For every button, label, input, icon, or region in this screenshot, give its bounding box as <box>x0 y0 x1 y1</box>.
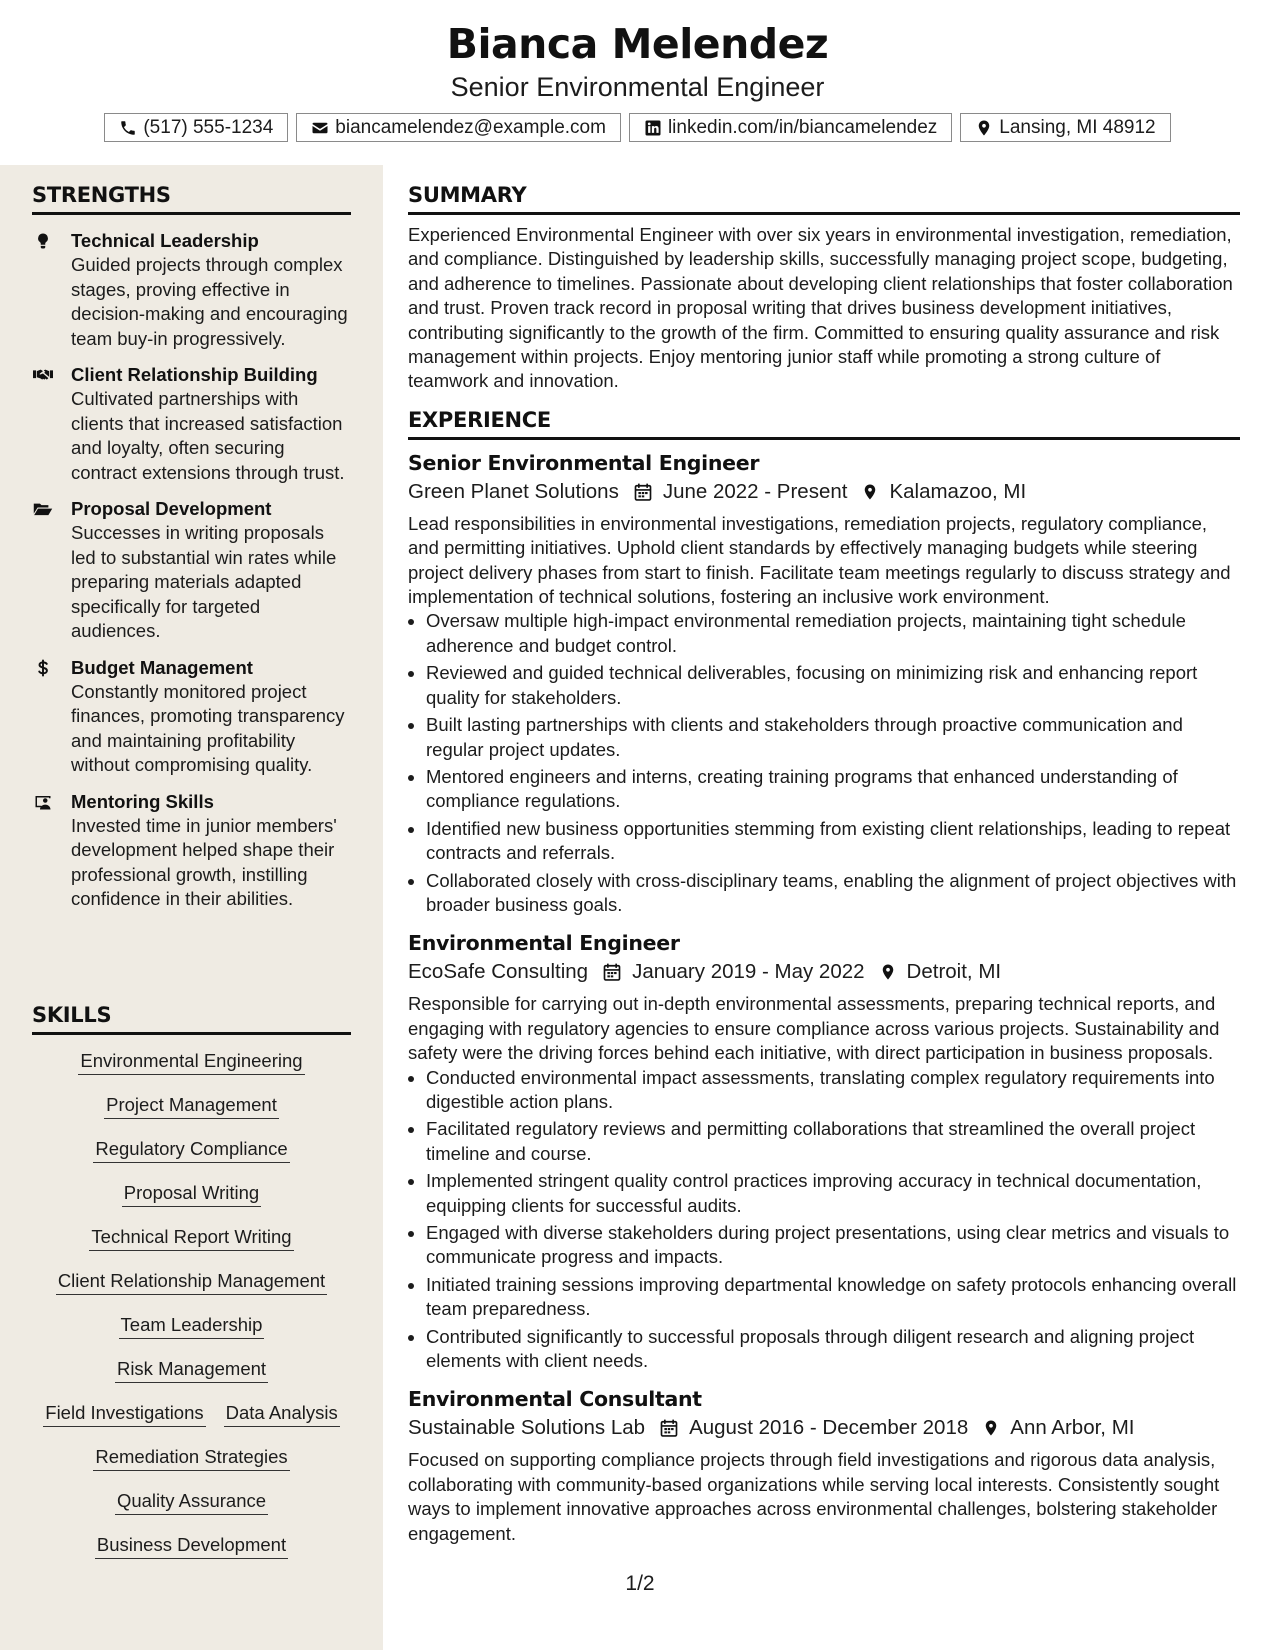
job-location: Detroit, MI <box>906 960 1002 984</box>
map-pin-icon <box>975 119 993 137</box>
job-description: Responsible for carrying out in-depth environmental assessments, preparing technical reports, and engaging with regulatory agencies to ensure compliance across various projects. Sustainability and safety were the driving forces behind each initiative, with direct participation in business proposals. <box>408 993 1220 1064</box>
folder-open-icon <box>33 500 53 518</box>
job-bullet: • Implemented stringent quality control practices improving accuracy in technical documentation, equipping clients for successful audits. <box>426 1169 1240 1218</box>
strength-item <box>32 497 351 644</box>
job-entry <box>408 929 1240 1373</box>
strength-description: Invested time in junior members' development helped shape their professional growth, instilling confidence in their abilities. <box>71 814 337 909</box>
job-company: Green Planet Solutions <box>408 479 619 503</box>
contact-location-text: Lansing, MI 48912 <box>999 116 1156 138</box>
job-company: Sustainable Solutions Lab <box>408 1416 646 1440</box>
skill-tag: Client Relationship Management <box>56 1270 327 1295</box>
contact-linkedin[interactable] <box>629 113 952 142</box>
linkedin-icon <box>644 119 662 137</box>
skill-tag: Environmental Engineering <box>78 1050 304 1075</box>
skill-list <box>32 1050 351 1559</box>
strength-item <box>32 363 351 485</box>
skill-tag: Remediation Strategies <box>93 1446 289 1471</box>
job-bullet: • Facilitated regulatory reviews and permitting collaborations that streamlined the overall project timeline and course. <box>426 1117 1240 1166</box>
summary-text: Experienced Environmental Engineer with over six years in environmental investigation, remediation, and compliance. Distinguished by leadership skills, successfully managing project scope, budgeting, and adherence to timelines. Passionate about developing client relationships that foster collaboration and trust. Proven track record in proposal writing that drives business development initiatives, contributing significantly to the growth of the firm. Committed to ensuring quality assurance and risk management within projects. Enjoy mentoring junior staff while promoting a strong culture of teamwork and innovation. <box>408 224 1233 392</box>
strengths-heading: STRENGTHS <box>32 183 351 215</box>
strength-description: Guided projects through complex stages, proving effective in decision-making and encouraging team buy-in progressively. <box>71 254 348 349</box>
skill-tag: Team Leadership <box>119 1314 265 1339</box>
job-bullet: • Identified new business opportunities stemming from existing client relationships, leading to repeat contracts and referrals. <box>426 817 1240 866</box>
strength-description: Successes in writing proposals led to substantial win rates while preparing materials adapted specifically for targeted audiences. <box>71 522 337 641</box>
job-bullet: • Collaborated closely with cross-disciplinary teams, enabling the alignment of project objectives with broader business goals. <box>426 869 1240 918</box>
map-pin-icon <box>968 1418 1010 1438</box>
handshake-icon <box>33 366 53 384</box>
job-bullet: • Initiated training sessions improving departmental knowledge on safety protocols enhancing overall team preparedness. <box>426 1273 1240 1322</box>
job-location: Kalamazoo, MI <box>889 479 1027 503</box>
candidate-role: Senior Environmental Engineer <box>450 72 825 102</box>
contact-location[interactable] <box>960 113 1170 142</box>
strength-description: Constantly monitored project finances, promoting transparency and maintaining profitability without compromising quality. <box>71 680 345 775</box>
skill-tag: Data Analysis <box>224 1402 340 1427</box>
calendar-icon <box>619 482 663 502</box>
job-dates: June 2022 - Present <box>662 479 848 503</box>
map-pin-icon <box>847 482 889 502</box>
main-column <box>408 183 1240 1546</box>
skill-tag: Technical Report Writing <box>89 1226 293 1251</box>
skill-tag: Proposal Writing <box>122 1182 261 1207</box>
strength-title: Budget Management <box>71 656 253 678</box>
job-title: Environmental Consultant <box>408 1387 702 1412</box>
map-pin-icon <box>865 962 907 982</box>
contact-email[interactable] <box>296 113 621 142</box>
job-title: Senior Environmental Engineer <box>408 450 760 475</box>
skill-tag: Business Development <box>95 1534 288 1559</box>
lightbulb-icon <box>33 232 53 250</box>
strengths-section <box>32 183 351 912</box>
strength-title: Client Relationship Building <box>71 364 318 385</box>
job-bullet: • Engaged with diverse stakeholders during project presentations, using clear metrics and visuals to communicate progress and impacts. <box>426 1221 1240 1270</box>
candidate-name: Bianca Melendez <box>446 20 829 68</box>
contact-phone[interactable] <box>104 113 288 142</box>
strength-title: Mentoring Skills <box>71 790 214 812</box>
job-company: EcoSafe Consulting <box>408 960 589 984</box>
contact-bar <box>0 113 1275 142</box>
job-meta <box>408 957 1240 987</box>
contact-linkedin-text: linkedin.com/in/biancamelendez <box>667 116 938 138</box>
job-dates: January 2019 - May 2022 <box>632 960 865 984</box>
contact-phone-text: (517) 555-1234 <box>143 116 274 138</box>
strength-description: Cultivated partnerships with clients that increased satisfaction and loyalty, often securing contract extensions through trust. <box>71 388 345 483</box>
skills-heading: SKILLS <box>32 1003 351 1035</box>
job-title: Environmental Engineer <box>408 931 680 956</box>
job-bullet: • Conducted environmental impact assessments, translating complex regulatory requirements into digestible action plans. <box>426 1066 1240 1115</box>
strength-title: Proposal Development <box>71 498 272 519</box>
strength-item <box>32 229 351 351</box>
job-bullets <box>408 1066 1240 1374</box>
calendar-icon <box>588 962 632 982</box>
job-description: Focused on supporting compliance projects through field investigations and rigorous data analysis, collaborating with community-based organizations while serving local interests. Consistently sought ways to implement innovative approaches across environmental challenges, bolstering stakeholder engagement. <box>408 1449 1220 1544</box>
job-description: Lead responsibilities in environmental investigations, remediation projects, regulatory compliance, and permitting initiatives. Uphold client standards by effectively managing budgets while steering project delivery phases from start to finish. Facilitate team meetings regularly to discuss strategy and implementation of technical solutions, fostering an inclusive work environment. <box>408 512 1231 608</box>
job-dates: August 2016 - December 2018 <box>689 1416 969 1440</box>
skill-tag: Project Management <box>104 1094 279 1119</box>
phone-icon <box>119 119 137 137</box>
calendar-icon <box>645 1418 689 1438</box>
strength-title: Technical Leadership <box>71 230 259 251</box>
experience-heading: EXPERIENCE <box>408 408 1240 440</box>
page-number: 1/2 <box>625 1572 655 1595</box>
job-bullet: • Mentored engineers and interns, creating training programs that enhanced understanding of compliance regulations. <box>426 765 1240 814</box>
skills-section <box>32 1003 351 1559</box>
job-meta <box>408 1413 1240 1443</box>
job-bullet: • Built lasting partnerships with clients and stakeholders through proactive communication and regular project updates. <box>426 713 1240 762</box>
job-location: Ann Arbor, MI <box>1010 1416 1135 1440</box>
contact-email-text: biancamelendez@example.com <box>335 116 606 138</box>
skill-tag: Quality Assurance <box>115 1490 268 1515</box>
skill-tag: Regulatory Compliance <box>93 1138 289 1163</box>
job-meta <box>408 477 1240 507</box>
summary-heading: SUMMARY <box>408 183 1240 215</box>
job-bullets <box>408 609 1240 917</box>
strength-item <box>32 656 351 778</box>
job-entry <box>408 1385 1240 1546</box>
teacher-icon <box>33 793 53 811</box>
envelope-icon <box>311 119 329 137</box>
strength-item <box>32 790 351 912</box>
skill-tag: Risk Management <box>115 1358 268 1383</box>
job-bullet: • Oversaw multiple high-impact environmental remediation projects, maintaining tight schedule adherence and budget control. <box>426 609 1240 658</box>
job-bullet: • Reviewed and guided technical deliverables, focusing on minimizing risk and enhancing report quality for stakeholders. <box>426 661 1240 710</box>
skill-tag: Field Investigations <box>43 1402 205 1427</box>
job-entry <box>408 449 1240 918</box>
job-bullet: • Contributed significantly to successful proposals through diligent research and aligning project elements with client needs. <box>426 1325 1240 1374</box>
dollar-icon <box>33 659 53 677</box>
